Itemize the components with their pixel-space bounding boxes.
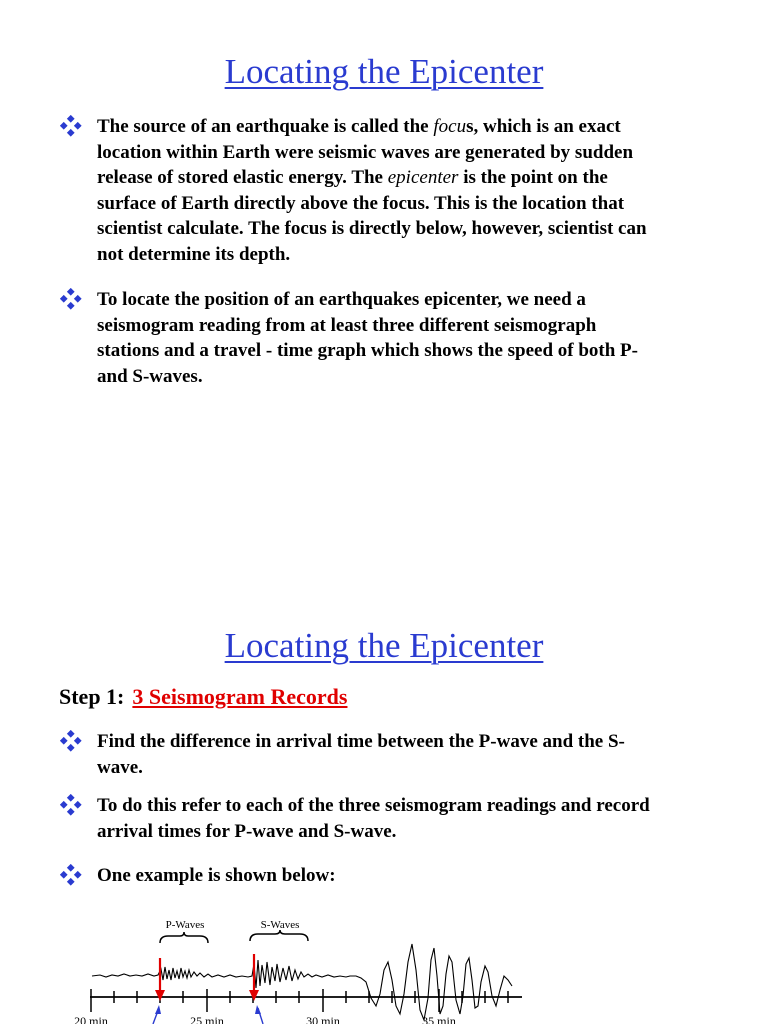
bullet-text: Find the difference in arrival time between the P-wave and the S-wave.	[97, 731, 625, 778]
list-item	[60, 114, 650, 267]
epicenter-term: epicenter	[387, 167, 459, 188]
bullet-text-part: s, which is an exact location within Earth were seismic waves are generated by sudden release of stored elastic energy. The	[97, 116, 634, 188]
s-waves-label: S-Waves	[260, 919, 300, 931]
bullet-text-part: The source of an earthquake is called the	[97, 116, 434, 137]
seismogram-trace	[92, 944, 512, 1020]
focus-term: focu	[433, 116, 467, 137]
slide-2	[0, 512, 768, 1024]
bullet-text: One example is shown below:	[97, 865, 336, 886]
step-heading	[59, 684, 347, 710]
bullet-text: To do this refer to each of the three seismogram readings and record arrival times for P-wave and S-wave.	[97, 795, 650, 842]
list-item	[60, 729, 650, 780]
step-subtitle: 3 Seismogram Records	[132, 684, 348, 709]
seismogram-figure	[60, 910, 540, 1024]
list-item	[60, 863, 650, 889]
axis-ticks	[91, 989, 508, 1012]
diamond-bullet-icon	[60, 288, 82, 310]
p-waves-brace	[160, 932, 208, 943]
step-label: Step 1:	[59, 684, 125, 709]
s-waves-brace	[250, 930, 308, 941]
diamond-bullet-icon	[60, 794, 82, 816]
slide-1-title: Locating the Epicenter	[224, 52, 544, 91]
tick-label: 35 min	[422, 1014, 456, 1024]
diamond-bullet-icon	[60, 864, 82, 886]
list-item	[60, 287, 650, 389]
list-item	[60, 793, 650, 844]
bullet-text-part: is the point on the surface of Earth directly above the focus. This is the location that scientist calculate. The focus is directly below, however, scientist can not determine its depth.	[97, 167, 647, 265]
diamond-bullet-icon	[60, 115, 82, 137]
p-waves-label: P-Waves	[165, 919, 205, 931]
bullet-text: To locate the position of an earthquakes epicenter, we need a seismogram reading from at least three different seismograph stations and a travel - time graph which shows the speed of both P- and S-waves.	[97, 289, 638, 387]
bullet-text	[97, 114, 650, 267]
slide-2-title: Locating the Epicenter	[224, 626, 544, 665]
tick-label: 30 min	[306, 1014, 340, 1024]
diamond-bullet-icon	[60, 730, 82, 752]
tick-label: 20 min	[74, 1014, 108, 1024]
tick-label: 25 min	[190, 1014, 224, 1024]
